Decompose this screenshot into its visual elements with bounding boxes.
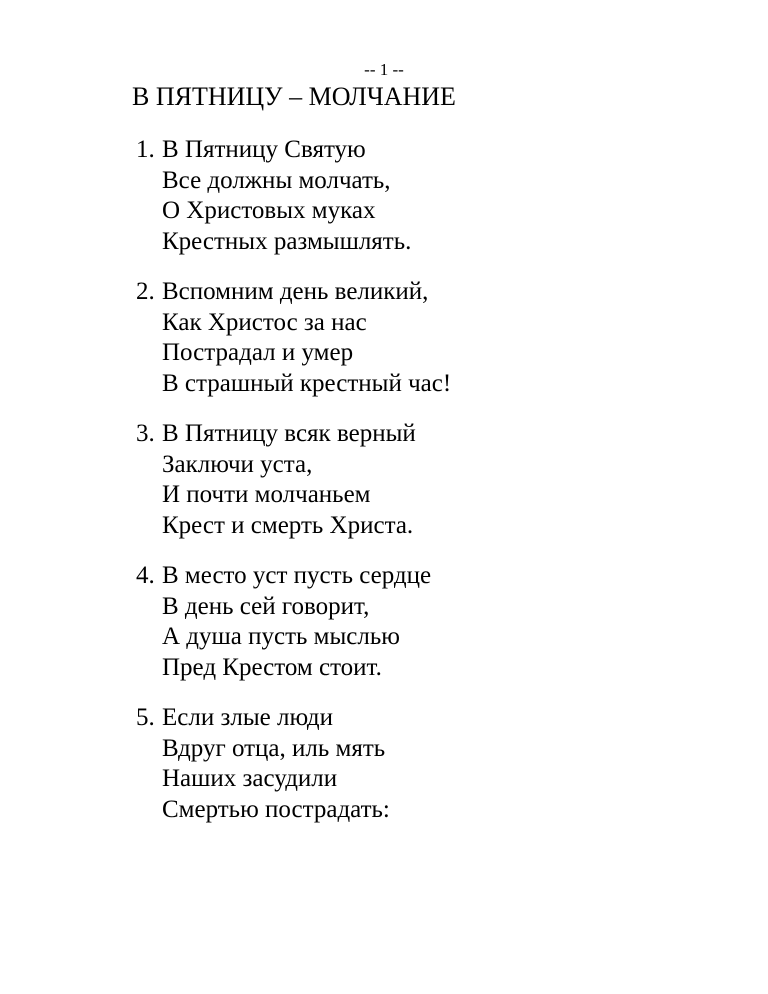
verse-lines [162, 703, 390, 825]
page-title: В ПЯТНИЦУ – МОЛЧАНИЕ [132, 82, 456, 111]
verse-line: В Пятницу Святую [162, 136, 366, 163]
verse-2 [0, 277, 768, 419]
verse-line: Крестных размышлять. [162, 227, 412, 255]
verse-lines [162, 135, 411, 257]
verse-1 [0, 135, 768, 277]
verse-line: И почти молчаньем [162, 481, 371, 508]
verse-number: 1. [136, 136, 155, 163]
verse-line: А душа пусть мыслью [162, 623, 400, 650]
verse-4 [0, 561, 768, 703]
verse-number: 2. [136, 278, 155, 305]
page-number: -- 1 -- [364, 60, 404, 79]
verse-line: Смертью пострадать: [162, 795, 390, 823]
verse-line: В страшный крестный час! [162, 369, 452, 397]
verse-lines [162, 277, 451, 399]
verse-line: В Пятницу всяк верный [162, 420, 416, 447]
verse-line: О Христовых муках [162, 197, 376, 224]
verse-5 [0, 703, 768, 845]
verse-line: Заключи уста, [162, 450, 313, 478]
verse-number: 4. [136, 562, 155, 589]
verse-line: Вдруг отца, иль мять [162, 734, 386, 762]
verse-line: Крест и смерть Христа. [162, 511, 414, 539]
verse-lines [162, 561, 431, 683]
verse-line: В день сей говорит, [162, 592, 370, 620]
verse-line: Пред Крестом стоит. [162, 653, 382, 681]
verse-line: Если злые люди [162, 704, 333, 731]
verse-line: Наших засудили [162, 765, 338, 792]
verse-line: Пострадал и умер [162, 339, 354, 366]
verse-number: 5. [136, 704, 155, 731]
verse-line: Вспомним день великий, [162, 278, 429, 305]
verse-number: 3. [136, 420, 155, 447]
verse-line: Как Христос за нас [162, 308, 367, 336]
verse-line: Все должны молчать, [162, 166, 391, 194]
verse-3 [0, 419, 768, 561]
verse-lines [162, 419, 416, 541]
verse-line: В место уст пусть сердце [162, 562, 432, 589]
verses-list [0, 135, 768, 845]
